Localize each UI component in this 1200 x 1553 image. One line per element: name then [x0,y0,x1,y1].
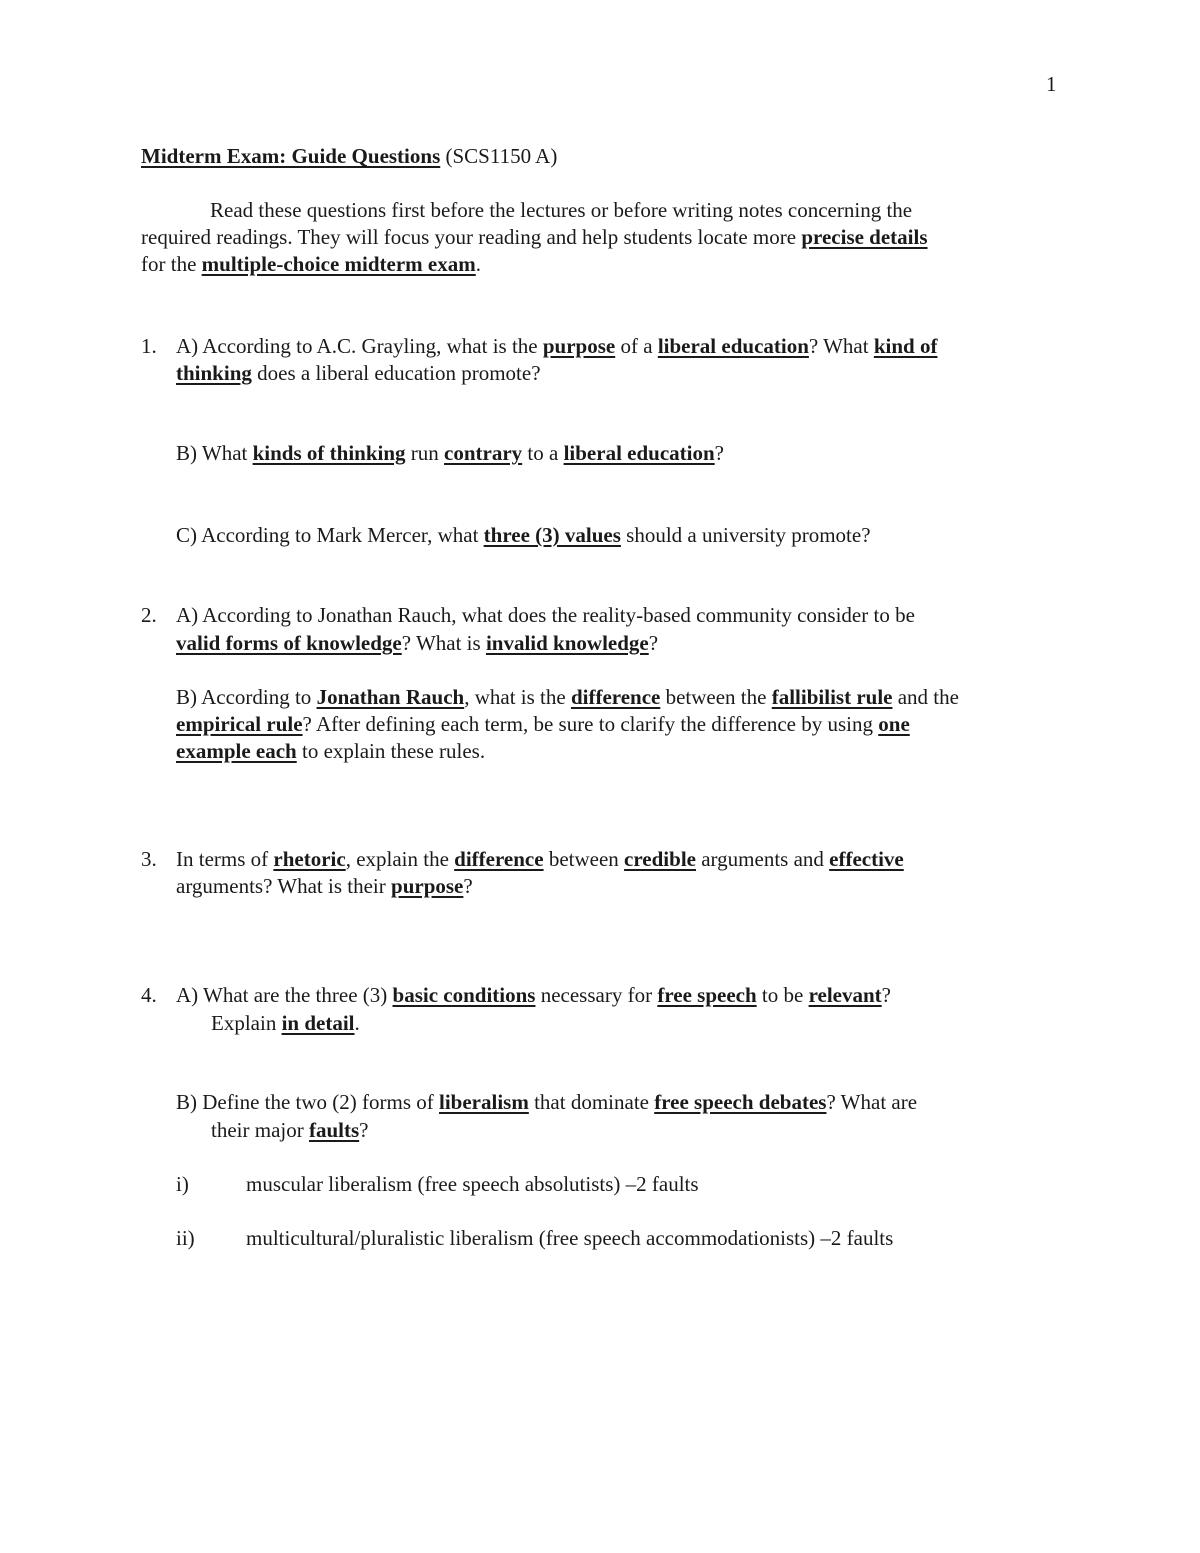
list-item: muscular liberalism (free speech absolutists) –2 faults [246,1172,699,1196]
q2b-line-2 [176,710,910,738]
q-text: C) According to Mark Mercer, what [176,523,484,547]
q-text: B) Define the two (2) forms of [176,1090,440,1114]
question-number-3: 3. [141,847,157,871]
keyword: thinking [176,361,252,385]
keyword: difference [454,847,544,871]
list-marker: i) [176,1172,189,1196]
q-text: necessary for [535,983,658,1007]
q4a-line-1 [176,981,891,1009]
keyword: liberalism [439,1090,529,1114]
q-text: between [543,847,625,871]
q-text: their major [211,1118,309,1142]
q-text: In terms of [176,847,274,871]
q1a-line-2 [176,359,541,387]
keyword: difference [570,685,661,709]
keyword: effective [829,847,904,871]
keyword-exam: multiple-choice midterm exam [201,252,476,276]
keyword: contrary [444,441,523,465]
intro-line-1: Read these questions first before the lectures or before writing notes concerning the [210,198,913,222]
q1c [176,521,871,549]
q-text: arguments and [695,847,830,871]
list-item: multicultural/pluralistic liberalism (free speech accommodationists) –2 faults [246,1226,894,1250]
keyword: rhetoric [273,847,346,871]
keyword: valid forms of knowledge [176,631,402,655]
keyword: empirical rule [176,712,303,736]
q-text: A) What are the three (3) [176,983,393,1007]
q-text: ? [648,631,659,655]
exam-title [141,142,557,170]
keyword: kinds of thinking [252,441,406,465]
keyword: free speech debates [654,1090,827,1114]
keyword: kind of [873,334,938,358]
q-text: B) What [176,441,253,465]
q2b-line-3 [176,737,485,765]
q-text: B) According to [176,685,317,709]
q3-line-2 [176,872,473,900]
q2a-line-1: A) According to Jonathan Rauch, what does the reality-based community consider to be [176,603,915,627]
question-number-1: 1. [141,334,157,358]
q4b-line-1 [176,1088,917,1116]
intro-text: for the [141,252,202,276]
q-text: does a liberal education promote? [251,361,541,385]
question-number-4: 4. [141,983,157,1007]
list-marker: ii) [176,1226,195,1250]
keyword: liberal education [657,334,809,358]
q-text: ? What is [401,631,486,655]
q-text: that dominate [528,1090,655,1114]
keyword: example each [176,739,297,763]
keyword: in detail [281,1011,355,1035]
q3-line-1 [176,845,904,873]
q2b-line-1 [176,683,959,711]
intro-line-2 [141,223,928,251]
keyword: one [878,712,910,736]
keyword: invalid knowledge [485,631,649,655]
q-text: Explain [211,1011,282,1035]
exam-title-main: Midterm Exam: Guide Questions [141,144,441,168]
keyword: basic conditions [392,983,536,1007]
q-text: to be [756,983,809,1007]
q-text: ? What are [826,1090,918,1114]
keyword: free speech [657,983,757,1007]
q-text: , what is the [464,685,571,709]
q-text: A) According to A.C. Grayling, what is the [176,334,543,358]
q-text: to a [522,441,564,465]
page-number: 1 [1046,72,1057,96]
keyword: three (3) values [483,523,621,547]
course-code: (SCS1150 A) [440,144,558,168]
q2a-line-2 [176,629,658,657]
q-text: ? What [808,334,874,358]
q1a-line-1 [176,332,937,360]
q-text: ? [359,1118,369,1142]
question-number-2: 2. [141,603,157,627]
q-text: , explain the [345,847,455,871]
q-text: should a university promote? [620,523,871,547]
q-text: arguments? What is their [176,874,392,898]
q-text: of a [615,334,658,358]
q-text: . [354,1011,360,1035]
q-text: and the [892,685,959,709]
q-text: to explain these rules. [296,739,486,763]
intro-text: required readings. They will focus your reading and help students locate more [141,225,802,249]
q-text: ? [881,983,891,1007]
q-text: ? [714,441,724,465]
q4b-line-2 [211,1116,368,1144]
keyword: purpose [391,874,464,898]
q-text: between the [660,685,772,709]
keyword: faults [308,1118,360,1142]
q-text: ? [463,874,473,898]
q-text: ? After defining each term, be sure to clarify the difference by using [302,712,879,736]
q4a-line-2 [211,1009,360,1037]
keyword-precise-details: precise details [801,225,928,249]
keyword: Jonathan Rauch [316,685,465,709]
intro-text: . [475,252,481,276]
keyword: credible [624,847,696,871]
intro-line-3 [141,250,481,278]
keyword: fallibilist rule [771,685,893,709]
q-text: run [405,441,445,465]
q1b [176,439,724,467]
keyword: relevant [808,983,882,1007]
keyword: purpose [542,334,616,358]
keyword: liberal education [563,441,715,465]
